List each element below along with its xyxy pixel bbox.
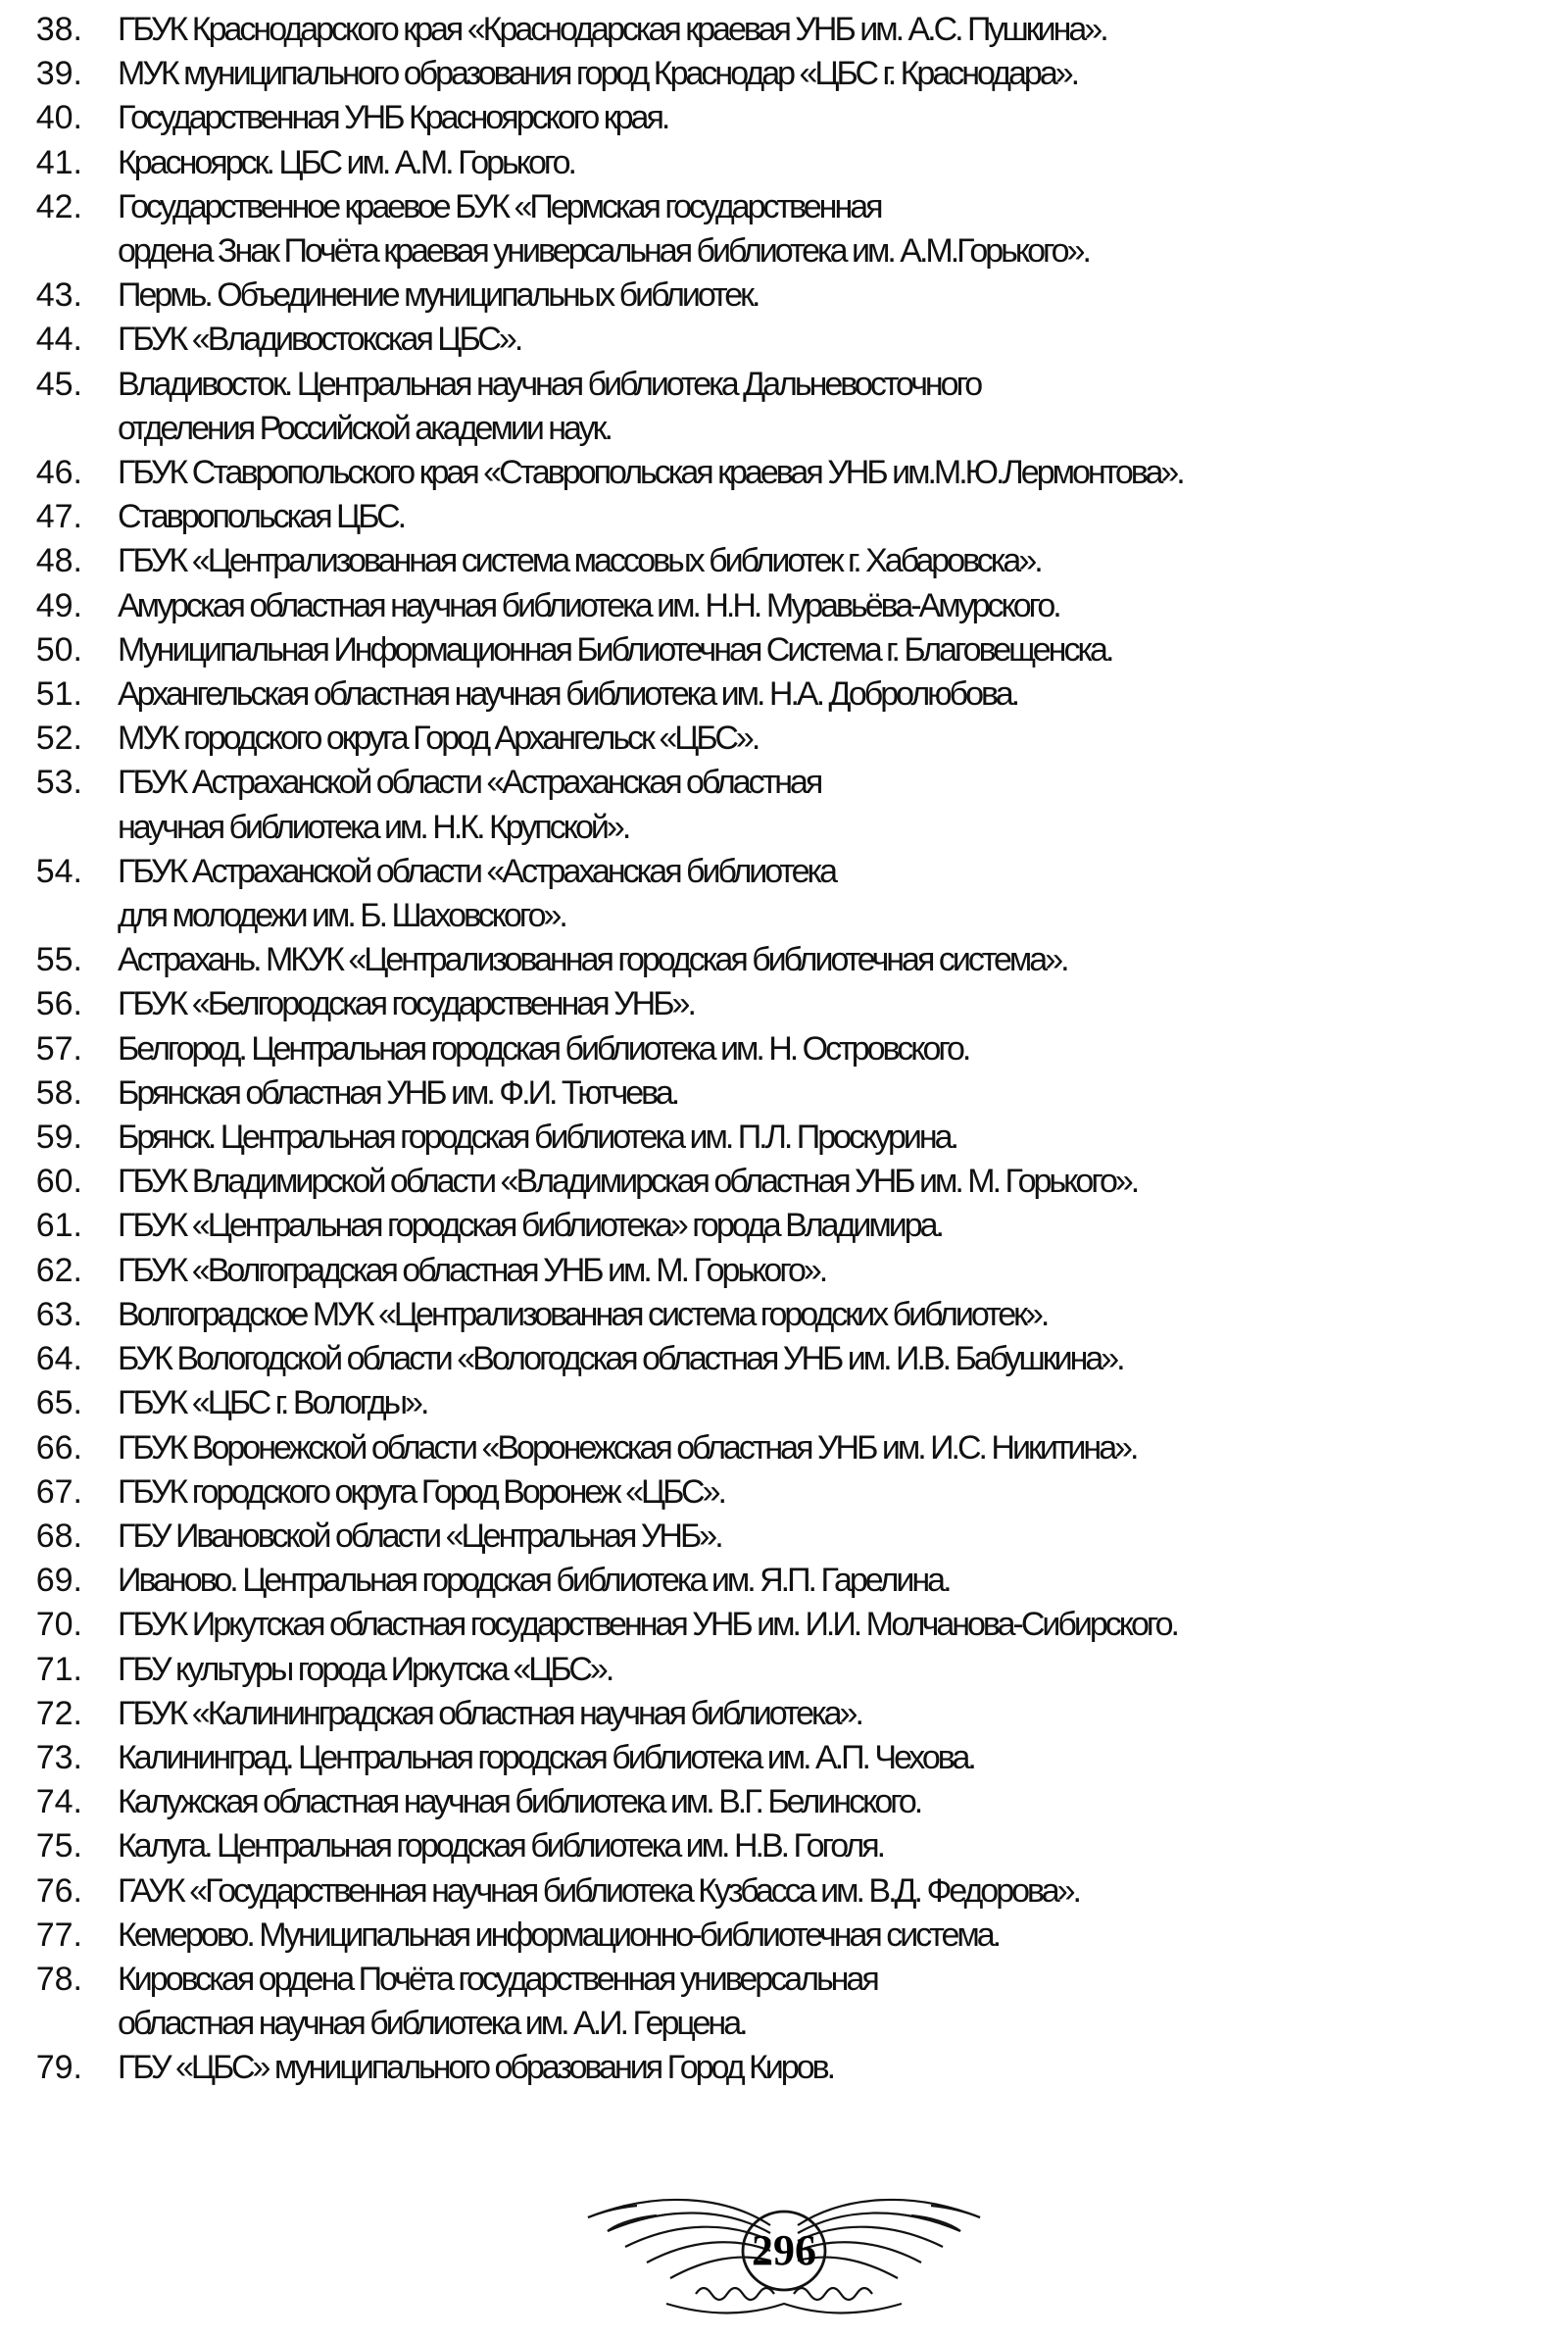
item-text: Амурская областная научная библиотека им. Н.Н. Муравьёва-Амурского. — [118, 586, 1059, 624]
item-text: ГБУК Владимирской области «Владимирская областная УНБ им. М. Горького». — [118, 1163, 1138, 1201]
item-number: 61. — [35, 1207, 82, 1245]
list-item — [0, 1071, 1568, 1116]
list-item — [0, 1249, 1568, 1293]
page-footer-ornament — [549, 2157, 1019, 2333]
list-item — [0, 1204, 1568, 1248]
item-text: ГБУК Иркутская областная государственная УНБ им. И.И. Молчанова-Сибирского. — [118, 1606, 1177, 1644]
list-item — [0, 1470, 1568, 1515]
item-number: 67. — [35, 1472, 82, 1511]
item-number: 76. — [35, 1871, 82, 1910]
item-text: Кемерово. Муниципальная информационно-библиотечная система. — [118, 1915, 1000, 1954]
list-item — [0, 1027, 1568, 1071]
list-item — [0, 1381, 1568, 1425]
list-item — [0, 1648, 1568, 1692]
item-number: 57. — [35, 1029, 82, 1068]
item-number: 65. — [35, 1384, 82, 1422]
list-item — [0, 8, 1568, 52]
list-item — [0, 850, 1568, 938]
item-text: Ставропольская ЦБС. — [118, 498, 405, 536]
item-text: ГБУК Краснодарского края «Краснодарская краевая УНБ им. А.С. Пушкина». — [118, 11, 1106, 48]
list-item — [0, 539, 1568, 583]
list-item — [0, 672, 1568, 717]
list-item — [0, 1515, 1568, 1559]
list-item — [0, 141, 1568, 185]
list-item — [0, 1780, 1568, 1824]
item-text: Пермь. Объединение муниципальных библиотек. — [118, 276, 759, 315]
item-text: Белгород. Центральная городская библиотека им. Н. Островского. — [118, 1029, 969, 1068]
item-number: 40. — [35, 99, 82, 137]
item-text: Иваново. Центральная городская библиотека им. Я.П. Гарелина. — [118, 1562, 950, 1600]
page-number: 296 — [752, 2226, 816, 2274]
item-text: ГБУК городского округа Город Воронеж «ЦБС». — [118, 1472, 724, 1511]
item-text: ГБУК Астраханской области «Астраханская областная научная библиотека им. Н.К. Крупской». — [118, 764, 821, 846]
item-text: Волгоградское МУК «Централизованная система городских библиотек». — [118, 1295, 1048, 1333]
item-number: 64. — [35, 1340, 82, 1378]
list-item — [0, 1337, 1568, 1381]
item-text: Брянская областная УНБ им. Ф.И. Тютчева. — [118, 1073, 678, 1112]
item-text: Астрахань. МКУК «Централизованная городская библиотечная система». — [118, 941, 1067, 979]
list-item — [0, 938, 1568, 982]
item-number: 44. — [35, 321, 82, 359]
item-text: Красноярск. ЦБС им. А.М. Горького. — [118, 143, 574, 181]
item-text: Государственное краевое БУК «Пермская государственная ордена Знак Почёта краевая универсальная библиотека им. А.М.Горького». — [118, 187, 1089, 271]
item-text: Муниципальная Информационная Библиотечная Система г. Благовещенска. — [118, 630, 1112, 669]
item-number: 50. — [35, 630, 82, 669]
list-item — [0, 96, 1568, 140]
list-item — [0, 1160, 1568, 1204]
item-number: 74. — [35, 1783, 82, 1821]
item-number: 60. — [35, 1163, 82, 1201]
list-item — [0, 761, 1568, 849]
item-text: ГБУК Астраханской области «Астраханская библиотека для молодежи им. Б. Шаховского». — [118, 852, 836, 935]
list-item — [0, 1692, 1568, 1736]
item-number: 46. — [35, 454, 82, 492]
item-text: ГБУК «Белгородская государственная УНБ». — [118, 985, 694, 1023]
library-list — [0, 8, 1568, 2091]
item-number: 41. — [35, 143, 82, 181]
list-item — [0, 1603, 1568, 1647]
item-text: ГБУК «Централизованная система массовых библиотек г. Хабаровска». — [118, 542, 1041, 580]
item-number: 75. — [35, 1827, 82, 1865]
item-number: 72. — [35, 1694, 82, 1732]
item-text: Государственная УНБ Красноярского края. — [118, 99, 668, 137]
item-number: 47. — [35, 498, 82, 536]
item-text: МУК городского округа Город Архангельск «ЦБС». — [118, 720, 759, 758]
item-number: 43. — [35, 276, 82, 315]
list-item — [0, 363, 1568, 451]
item-text: Кировская ордена Почёта государственная универсальная областная научная библиотека им. А.И. Герцена. — [118, 1960, 877, 2043]
item-text: Калужская областная научная библиотека им. В.Г. Белинского. — [118, 1783, 921, 1821]
list-item — [0, 1736, 1568, 1780]
list-item — [0, 451, 1568, 495]
item-number: 69. — [35, 1562, 82, 1600]
item-text: Калининград. Центральная городская библиотека им. А.П. Чехова. — [118, 1738, 974, 1776]
item-text: ГБУ «ЦБС» муниципального образования Город Киров. — [118, 2049, 834, 2087]
item-number: 66. — [35, 1428, 82, 1467]
list-item — [0, 185, 1568, 274]
item-text: БУК Вологодской области «Вологодская областная УНБ им. И.В. Бабушкина». — [118, 1340, 1123, 1378]
list-item — [0, 318, 1568, 362]
item-text: Архангельская областная научная библиотека им. Н.А. Добролюбова. — [118, 675, 1018, 714]
item-text: Калуга. Центральная городская библиотека им. Н.В. Гоголя. — [118, 1827, 884, 1865]
item-number: 70. — [35, 1606, 82, 1644]
item-number: 49. — [35, 586, 82, 624]
list-item — [0, 1824, 1568, 1868]
item-text: ГБУК Воронежской области «Воронежская областная УНБ им. И.С. Никитина». — [118, 1428, 1137, 1467]
item-number: 78. — [35, 1960, 82, 1998]
list-item — [0, 274, 1568, 318]
item-number: 55. — [35, 941, 82, 979]
item-number: 54. — [35, 852, 82, 890]
item-text: ГБУ культуры города Иркутска «ЦБС». — [118, 1650, 612, 1688]
list-item — [0, 1293, 1568, 1337]
list-item — [0, 1426, 1568, 1470]
list-item — [0, 628, 1568, 672]
item-text: МУК муниципального образования город Краснодар «ЦБС г. Краснодара». — [118, 55, 1078, 93]
item-text: ГБУК «Владивостокская ЦБС». — [118, 321, 521, 359]
item-text: ГБУК «Центральная городская библиотека» города Владимира. — [118, 1207, 942, 1245]
item-text: ГБУК Ставропольского края «Ставропольская краевая УНБ им.М.Ю.Лермонтова». — [118, 454, 1183, 492]
list-item — [0, 717, 1568, 761]
item-number: 59. — [35, 1119, 82, 1157]
list-item — [0, 1914, 1568, 1958]
item-number: 68. — [35, 1517, 82, 1555]
list-item — [0, 1559, 1568, 1603]
item-number: 42. — [35, 187, 82, 225]
list-item — [0, 52, 1568, 96]
item-text: Брянск. Центральная городская библиотека им. П.Л. Проскурина. — [118, 1119, 956, 1157]
item-text: ГБУК «Калининградская областная научная библиотека». — [118, 1694, 861, 1732]
item-number: 48. — [35, 542, 82, 580]
list-item — [0, 495, 1568, 539]
item-text: ГАУК «Государственная научная библиотека Кузбасса им. В.Д. Федорова». — [118, 1871, 1079, 1910]
list-item — [0, 1116, 1568, 1160]
item-number: 58. — [35, 1073, 82, 1112]
item-number: 38. — [35, 11, 82, 48]
item-text: Владивосток. Центральная научная библиотека Дальневосточного отделения Российской академии наук. — [118, 365, 981, 447]
list-item — [0, 982, 1568, 1026]
item-number: 39. — [35, 55, 82, 93]
item-number: 45. — [35, 365, 82, 403]
item-text: ГБУК «ЦБС г. Вологды». — [118, 1384, 427, 1422]
item-number: 53. — [35, 764, 82, 802]
list-item — [0, 2046, 1568, 2090]
item-number: 62. — [35, 1251, 82, 1289]
item-number: 56. — [35, 985, 82, 1023]
item-text: ГБУК «Волгоградская областная УНБ им. М. Горького». — [118, 1251, 826, 1289]
item-text: ГБУ Ивановской области «Центральная УНБ». — [118, 1517, 721, 1555]
item-number: 73. — [35, 1738, 82, 1776]
item-number: 71. — [35, 1650, 82, 1688]
list-item — [0, 1869, 1568, 1914]
item-number: 79. — [35, 2049, 82, 2087]
item-number: 63. — [35, 1295, 82, 1333]
list-item — [0, 584, 1568, 628]
list-item — [0, 1958, 1568, 2046]
item-number: 77. — [35, 1915, 82, 1954]
item-number: 52. — [35, 720, 82, 758]
item-number: 51. — [35, 675, 82, 714]
